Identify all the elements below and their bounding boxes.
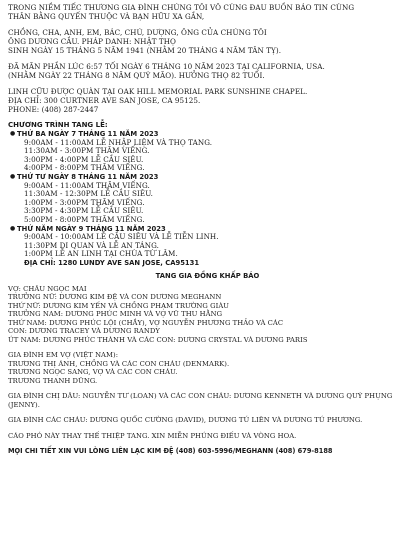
family-line: ÚT NAM: DƯƠNG PHÚC THÀNH VÀ CÁC CON: DƯƠNG CRYSTAL VÀ DƯƠNG PARIS bbox=[8, 335, 308, 344]
family-line: TRƯỞNG NAM: DƯƠNG PHÚC MINH VÀ VỢ VŨ THU HẰNG bbox=[8, 310, 223, 318]
schedule-item: 4:00PM - 8:00PM THĂM VIẾNG. bbox=[24, 163, 145, 173]
location-line: ĐỊA CHỈ: 300 CURTNER AVE SAN JOSE, CA 95125. bbox=[8, 96, 201, 105]
bullet-icon: ● bbox=[10, 224, 16, 232]
deceased-line: ÔNG DƯƠNG CẦU. PHÁP DANH: NHẬT THỌ bbox=[8, 37, 177, 46]
mourners-title: TANG GIA ĐỒNG KHẤP BÁO bbox=[155, 271, 260, 280]
family-line: THỨ NỮ: DƯƠNG KIM YẾN VÀ CHỒNG PHẠM TRƯỜNG GIÀU bbox=[8, 301, 230, 310]
schedule-item: 1:00PM - 3:00PM THĂM VIẾNG. bbox=[24, 197, 145, 207]
passing-section bbox=[8, 62, 407, 80]
wife-family-line: GIA ĐÌNH EM VỢ (VIỆT NAM): bbox=[8, 351, 119, 359]
schedule-day-2 bbox=[8, 173, 407, 225]
in-law-family-section bbox=[8, 392, 407, 409]
schedule-item: 11:30AM - 3:00PM THĂM VIẾNG. bbox=[24, 146, 150, 156]
family-line: VỢ: CHÂU NGỌC MAI bbox=[8, 284, 87, 293]
intro-line: THÂN BẰNG QUYẾN THUỘC VÀ BẠN HỮU XA GẦN, bbox=[8, 12, 205, 21]
day-title: THỨ TƯ NGÀY 8 THÁNG 11 NĂM 2023 bbox=[17, 172, 159, 181]
schedule-item: 3:00PM - 4:00PM LỄ CẦU SIÊU. bbox=[24, 154, 144, 164]
family-line: TRƯỞNG NỮ: DƯƠNG KIM ĐỆ VÀ CON DƯƠNG MEGHANN bbox=[8, 293, 222, 301]
wife-family-line: TRƯƠNG THANH DŨNG. bbox=[8, 376, 98, 385]
schedule-item: 9:00AM - 11:00AM LỄ NHẬP LIỆM VÀ THỌ TANG. bbox=[24, 137, 213, 147]
schedule-item: 9:00AM - 11:00AM THĂM VIẾNG. bbox=[24, 180, 150, 190]
schedule-item: 1:00PM LỄ AN LINH TẠI CHÙA TỪ LÂM. bbox=[24, 249, 178, 259]
passing-line: (NHẰM NGÀY 22 THÁNG 8 NĂM QUÝ MÃO). HƯỞNG THỌ 82 TUỔI. bbox=[8, 71, 265, 80]
intro-line: TRONG NIỀM TIẾC THƯƠNG GIA ĐÌNH CHÚNG TÔI VÔ CÙNG ĐAU BUỒN BÁO TIN CÙNG bbox=[8, 3, 355, 12]
in-law-family-line: GIA ĐÌNH CHỊ DÂU: NGUYỄN TƯ (LOAN) VÀ CÁC CON CHÁU: DƯƠNG KENNETH VÀ DƯƠNG QUÝ PHỤNG bbox=[8, 392, 393, 400]
deceased-line: SINH NGÀY 15 THÁNG 5 NĂM 1941 (NHẰM 20 THÁNG 4 NĂM TÂN TỴ). bbox=[8, 46, 282, 55]
family-line: THỨ NAM: DƯƠNG PHÚC LỘI (CHẦY), VỢ NGUYỄN PHƯƠNG THẢO VÀ CÁC bbox=[8, 318, 284, 327]
passing-line: ĐÃ MÃN PHẦN LÚC 6:57 TỐI NGÀY 6 THÁNG 10 NĂM 2023 TẠI CALIFORNIA, USA. bbox=[8, 62, 325, 71]
deceased-line: CHỒNG, CHA, ANH, EM, BÁC, CHÚ, DƯỢNG, ÔNG CỦA CHÚNG TÔI bbox=[8, 28, 267, 37]
day-title: THỨ NĂM NGÀY 9 THÁNG 11 NĂM 2023 bbox=[17, 224, 166, 233]
day-title: THỨ BA NGÀY 7 THÁNG 11 NĂM 2023 bbox=[17, 130, 159, 138]
program-title: CHƯƠNG TRÌNH TANG LỄ: bbox=[8, 121, 108, 129]
schedule-item: 11:30AM - 12:30PM LỄ CẦU SIÊU. bbox=[24, 189, 153, 199]
schedule-day-1 bbox=[8, 130, 407, 173]
intro-section bbox=[8, 3, 407, 21]
location-line: PHONE: (408) 287-2447 bbox=[8, 105, 99, 114]
location-section bbox=[8, 87, 407, 114]
wife-family-section bbox=[8, 351, 407, 385]
schedule-item: 11:30PM DI QUAN VÀ LỄ AN TÁNG. bbox=[24, 240, 159, 250]
notice-line: CÁO PHÓ NÀY THAY THẾ THIỆP TANG. XIN MIỄN PHÚNG ĐIẾU VÀ VÒNG HOA. bbox=[8, 431, 297, 440]
wife-family-line: TRƯƠNG NGỌC SANG, VỢ VÀ CÁC CON CHÁU. bbox=[8, 368, 178, 376]
in-law-family-line: (JENNY). bbox=[8, 400, 40, 409]
schedule-item: 3:30PM - 4:30PM LỄ CẦU SIÊU. bbox=[24, 206, 144, 216]
grandchildren-line: GIA ĐÌNH CÁC CHÁU: DƯƠNG QUỐC CƯỜNG (DAVID), DƯƠNG TÚ LIÊN VÀ DƯƠNG TÚ PHƯƠNG. bbox=[8, 416, 363, 424]
family-line: CON: DƯƠNG TRACEY VÀ DƯƠNG RANDY bbox=[8, 327, 160, 335]
bullet-icon: ● bbox=[10, 130, 16, 137]
wife-family-line: TRƯƠNG THỊ ÁNH, CHỒNG VÀ CÁC CON CHÁU (DENMARK). bbox=[8, 359, 230, 368]
deceased-section bbox=[8, 28, 407, 55]
schedule-item: 5:00PM - 8:00PM THĂM VIẾNG. bbox=[24, 214, 145, 224]
location-line: LINH CỮU ĐƯỢC QUÀN TẠI OAK HILL MEMORIAL PARK SUNSHINE CHAPEL. bbox=[8, 87, 308, 96]
contact-line: MỌI CHI TIẾT XIN VUI LÒNG LIÊN LẠC KIM ĐỆ (408) 603-5996/MEGHANN (408) 679-8188 bbox=[8, 447, 333, 455]
burial-address: ĐỊA CHỈ: 1280 LUNDY AVE SAN JOSE, CA95131 bbox=[24, 258, 200, 267]
bullet-icon: ● bbox=[10, 172, 16, 180]
schedule-day-3 bbox=[8, 225, 407, 268]
schedule-item: 9:00AM - 10:00AM LỄ CẦU SIÊU VÀ LỄ TIỄN LINH. bbox=[24, 232, 219, 242]
family-section bbox=[8, 285, 407, 345]
